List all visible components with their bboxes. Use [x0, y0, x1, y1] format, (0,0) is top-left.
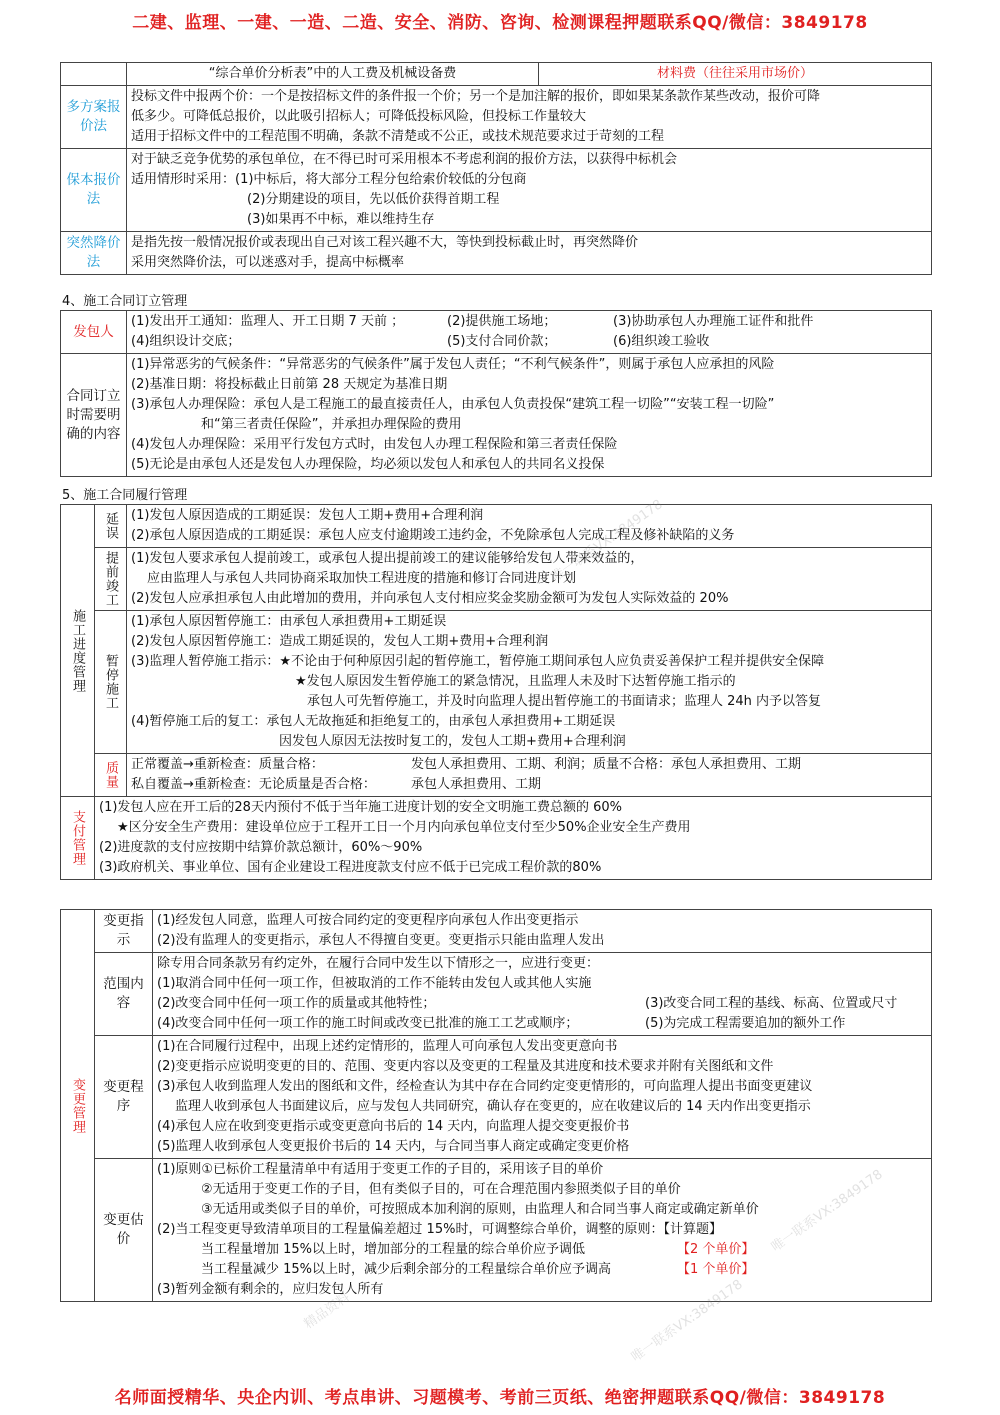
table-row	[61, 548, 932, 611]
table-row	[61, 611, 932, 754]
early-completion-content: (1)发包人要求承包人提前竣工，或承包人提出提前竣工的建议能够给发包人带来效益的， 应由监理人与承包人共同协商采取加快工程进度的措施和修订合同进度计划 (2)发包人应承担承包人由此增加的费用，并向承包人支付相应奖金奖励金额可为发包人实际效益的 20%	[127, 548, 932, 611]
watermark-text: 唯一联系VX:3849178	[548, 497, 666, 586]
change-procedure-label: 变更程序	[95, 1036, 153, 1159]
watermark-text: 精品资料	[301, 1290, 353, 1333]
employer-duties-label: 发包人	[61, 311, 127, 354]
change-management-label: 变更管理	[61, 910, 95, 1302]
change-valuation-label: 变更估价	[95, 1159, 153, 1302]
change-management-table	[60, 909, 932, 1302]
pricing-strategy-table	[60, 62, 932, 275]
table-row	[61, 505, 932, 548]
table-row	[61, 754, 932, 797]
change-valuation-content: (1)原则①已标价工程量清单中有适用于变更工作的子目的，采用该子目的单价 ②无适用于变更工作的子目，但有类似子目的，可在合理范围内参照类似子目的单价 ③无适用或类似子目的单价，可按照成本加利润的原则，由监理人和合同当事人商定或确定新单价 (2)当工程变更导致清单项目的工程量偏差超过 15%时，可调整综合单价，调整的原则：【计算题】 当工程量增加 15%以上时，增加部分的工程量的综合单价应予调低 【2 个单价】 当工程量减少 15%以上时，减少后剩余部分的工程量综合单价应予调高 【1 个单价】 (3)暂列金额有剩余的，应归发包人所有	[153, 1159, 932, 1302]
watermark-text: 唯一联系VX:3849178	[628, 1277, 746, 1366]
contract-clarify-content: (1)异常恶劣的气候条件：“异常恶劣的气候条件”属于发包人责任；“不利气候条件”，则属于承包人应承担的风险 (2)基准日期：将投标截止日前第 28 天规定为基准日期 (3)承包人办理保险：承包人是工程施工的最直接责任人，由承包人负责投保“建筑工程一切险”“安装工程一切险” 和“第三者责任保险”，并承担办理保险的费用 (4)发包人办理保险：采用平行发包方式时，由发包人办理工程保险和第三者责任保险 (5)无论是由承包人还是发包人办理保险，均必须以发包人和承包人的共同名义投保	[127, 354, 932, 477]
table-row	[61, 86, 932, 149]
section-4-title: 4、施工合同订立管理	[62, 294, 188, 309]
change-procedure-content: (1)在合同履行过程中，出现上述约定情形的，监理人可向承包人发出变更意向书 (2)变更指示应说明变更的目的、范围、变更内容以及变更的工程量及其进度和技术要求并附有关图纸和文件 (3)承包人收到监理人发出的图纸和文件，经检查认为其中存在合同约定变更情形的，可向监理人提出书面变更建议 监理人收到承包人书面建议后，应与发包人共同研究，确认存在变更的，应在收建议后的 14 天内作出变更指示 (4)承包人应在收到变更指示或变更意向书后的 14 天内，向监理人提交变更报价书 (5)监理人收到承包人变更报价书后的 14 天内，与合同当事人商定或确定变更价格	[153, 1036, 932, 1159]
delay-label: 延误	[95, 505, 127, 548]
multi-plan-pricing-label: 多方案报价法	[61, 86, 127, 149]
change-instruction-label: 变更指示	[95, 910, 153, 953]
change-scope-label: 范围内容	[95, 953, 153, 1036]
delay-content: (1)发包人原因造成的工期延误：发包人工期+费用+合理利润 (2)承包人原因造成的工期延误：承包人应支付逾期竣工违约金，不免除承包人完成工程及修补缺陷的义务	[127, 505, 932, 548]
suspension-label: 暂停施工	[95, 611, 127, 754]
change-scope-content: 除专用合同条款另有约定外，在履行合同中发生以下情形之一，应进行变更： (1)取消合同中任何一项工作，但被取消的工作不能转由发包人或其他人实施 (2)改变合同中任何一项工作的质量或其他特性； (3)改变合同工程的基线、标高、位置或尺寸 (4)改变合同中任何一项工作的施工时间或改变已批准的施工工艺或顺序； (5)为完成工程需要追加的额外工作	[153, 953, 932, 1036]
table-row	[61, 797, 932, 880]
table-row	[61, 232, 932, 275]
table-row	[61, 953, 932, 1036]
table-row	[61, 1159, 932, 1302]
break-even-pricing-content: 对于缺乏竞争优势的承包单位，在不得已时可采用根本不考虑利润的报价方法，以获得中标机会 适用情形时采用：(1)中标后，将大部分工程分包给索价较低的分包商 (2)分期建设的项目，先以低价获得首期工程 (3)如果再不中标，难以维持生存	[127, 149, 932, 232]
table-row	[61, 910, 932, 953]
payment-management-label: 支付管理	[61, 797, 95, 880]
multi-plan-pricing-content: 投标文件中报两个价：一个是按招标文件的条件报一个价；另一个是加注解的报价，即如果某条款作某些改动，报价可降 低多少。可降低总报价，以此吸引招标人；可降低投标风险，但投标工作量较大 适用于招标文件中的工程范围不明确，条款不清楚或不公正，或技术规范要求过于苛刻的工程	[127, 86, 932, 149]
table-row	[61, 354, 932, 477]
quality-content: 正常覆盖→重新检查：质量合格： 发包人承担费用、工期、利润；质量不合格：承包人承担费用、工期 私自覆盖→重新检查：无论质量是否合格： 承包人承担费用、工期	[127, 754, 932, 797]
contract-formation-table	[60, 310, 932, 477]
change-instruction-content: (1)经发包人同意，监理人可按合同约定的变更程序向承包人作出变更指示 (2)没有监理人的变更指示，承包人不得擅自变更。变更指示只能由监理人发出	[153, 910, 932, 953]
bottom-contact-banner: 名师面授精华、央企内训、考点串讲、习题模考、考前三页纸、绝密押题联系QQ/微信：3849178	[114, 1388, 886, 1408]
labor-machine-cost-header: “综合单价分析表”中的人工费及机械设备费	[127, 63, 539, 86]
quality-label: 质量	[95, 754, 127, 797]
employer-duties-content: (1)发出开工通知：监理人、开工日期 7 天前 ； (2)提供施工场地； (3)协助承包人办理施工证件和批件 (4)组织设计交底； (5)支付合同价款； (6)组织竣工验收	[127, 311, 932, 354]
sudden-price-cut-label: 突然降价法	[61, 232, 127, 275]
section-5-title: 5、施工合同履行管理	[62, 488, 188, 503]
table-row	[61, 311, 932, 354]
break-even-pricing-label: 保本报价法	[61, 149, 127, 232]
watermark-text: 唯一联系VX:3849178	[768, 1167, 886, 1256]
contract-clarify-label: 合同订立时需要明确的内容	[61, 354, 127, 477]
table-row	[61, 149, 932, 232]
early-completion-label: 提前竣工	[95, 548, 127, 611]
table-row	[61, 1036, 932, 1159]
sudden-price-cut-content: 是指先按一般情况报价或表现出自己对该工程兴趣不大，等快到投标截止时，再突然降价 采用突然降价法，可以迷惑对手，提高中标概率	[127, 232, 932, 275]
suspension-content: (1)承包人原因暂停施工：由承包人承担费用+工期延误 (2)发包人原因暂停施工：造成工期延误的，发包人工期+费用+合理利润 (3)监理人暂停施工指示：★不论由于何种原因引起的暂停施工，暂停施工期间承包人应负责妥善保护工程并提供安全保障 ★发包人原因发生暂停施工的紧急情况，且监理人未及时下达暂停施工指示的 承包人可先暂停施工，并及时向监理人提出暂停施工的书面请求；监理人 24h 内予以答复 (4)暂停施工后的复工：承包人无故拖延和拒绝复工的，由承包人承担费用+工期延误 因发包人原因无法按时复工的，发包人工期+费用+合理利润	[127, 611, 932, 754]
contract-performance-table	[60, 504, 932, 880]
payment-management-content: (1)发包人应在开工后的28天内预付不低于当年施工进度计划的安全文明施工费总额的 60% ★区分安全生产费用：建设单位应于工程开工日一个月内向承包单位支付至少50%企业安全生产费用 (2)进度款的支付应按期中结算价款总额计，60%～90% (3)政府机关、事业单位、国有企业建设工程进度款支付应不低于已完成工程价款的80%	[95, 797, 932, 880]
progress-management-label: 施工进度管理	[61, 505, 95, 797]
top-contact-banner: 二建、监理、一建、一造、二造、安全、消防、咨询、检测课程押题联系QQ/微信：3849178	[132, 13, 868, 33]
material-cost-header: 材料费（往往采用市场价）	[539, 63, 932, 86]
table-header-row	[61, 63, 932, 86]
